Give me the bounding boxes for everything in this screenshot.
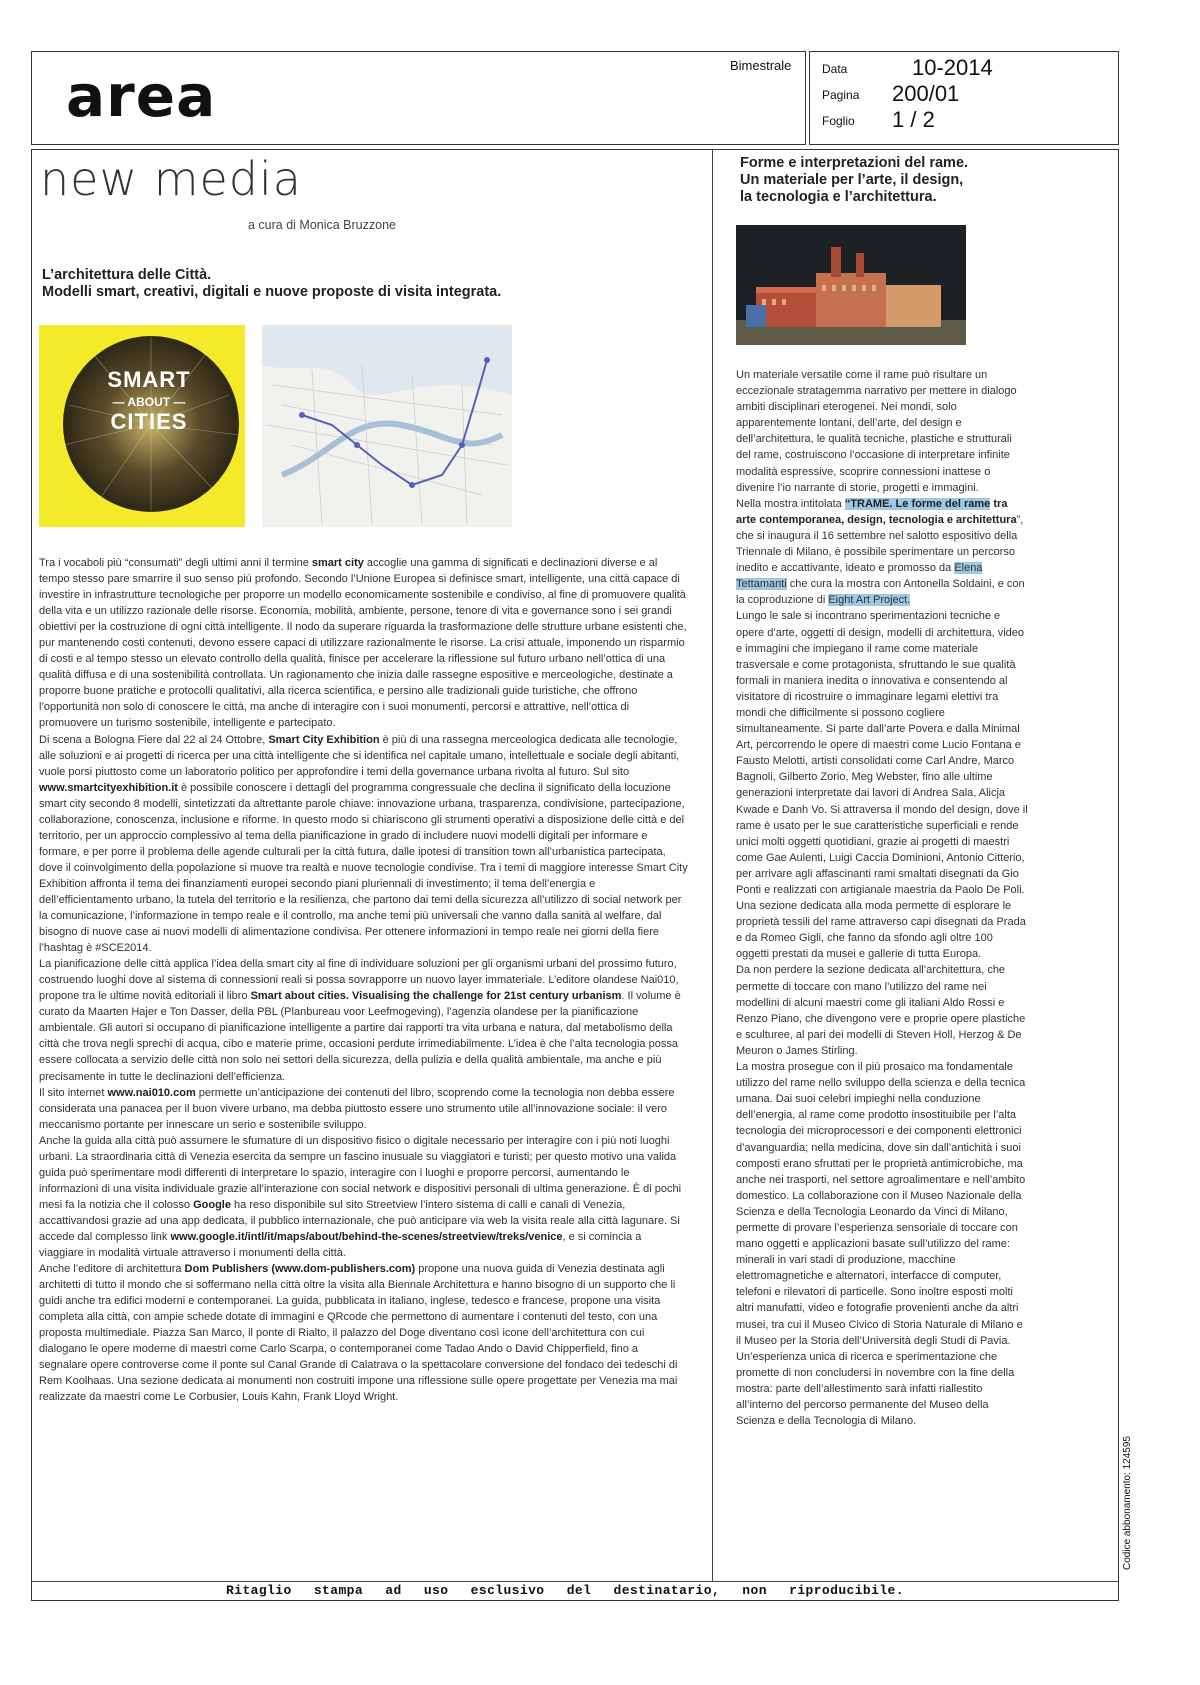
right-paragraph: Da non perdere la sezione dedicata all’architettura, che permette di toccare con mano l’utilizzo del rame nei modellini di alcuni maestri come gli italiani Aldo Rossi e Renzo Piano, che divengono vere e proprie opere plastiche e sculturee, al pari dei modelli di Steven Holl, Herzog & De Meuron o James Stirling. [736,964,1026,1057]
right-paragraph: Un materiale versatile come il rame può risultare un eccezionale stratagemma narrativo per mettere in dialogo ambiti disciplinari eterogenei. Nei mondi, solo apparentemente lontani, dell’arte, del design e dell’architettura, le qualità tecniche, plastiche e strutturali del rame, costruiscono l’occasione di interpretare infinite modalità espressive, scoprire connessioni inattese o divenire l’io narrante di storie, progetti e immagini. [736,369,1017,494]
venice-map-art [262,325,512,527]
right-headline-line-1: Forme e interpretazioni del rame. [740,155,969,171]
left-paragraph: Tra i vocaboli più “consumati” degli ultimi anni il termine smart city accoglie una gamma di significati e declinazioni diverse e al tempo stesso pare smarrire il suo senso più profondo. Secondo l’Unione Europea si definisce smart, intelligente, una città capace di investire in infrastrutture tecnologiche per proporre un modello economicamente sostenibile e condiviso, al fine di promuovere qualità della vita e un utilizzo razionale delle risorse. Economia, mobilità, ambiente, persone, tenore di vita e governance sono i sei grandi obiettivi per la costruzione di ogni città intelligente. Il nodo da superare riguarda la trasformazione delle strutture urbane esistenti che, pur mantenendo costi contenuti, devono essere capaci di utilizzare razionalmente le risorse. La crisi attuale, imponendo un risparmio di costi e al tempo stesso un elevato controllo della qualità, finisce per accelerare la riflessione sul futuro urbano nell’ottica di una qualità diffusa e di una sostenibilità controllata. Un ragionamento che inizia dalle rassegne espositive e merceologiche, destinate a proporre buone pratiche e protocolli qualitativi, alla ricerca scientifica, e persino alle tradizionali guide turistiche, che offrono l’opportunità non solo di conoscere le città, ma anche di interagire con i suoi monumenti, percorsi e attrattive, nell’ottica di promuovere un turismo sostenibile, intelligente e partecipato. [39,557,687,730]
left-paragraph: Il sito internet www.nai010.com permette un’anticipazione dei contenuti del libro, scoprendo come la tecnologia non debba essere considerata una panacea per il buon vivere urbano, ma debba piuttosto essere uno strumento utile all’innovazione sociale: il vero meccanismo portante per innescare un serio e sostenibile sviluppo. [39,1086,675,1131]
venice-map-image [262,325,512,527]
data-value: 10-2014 [912,55,993,80]
footer-divider [31,1581,1119,1582]
right-paragraph: Un’esperienza unica di ricerca e sperimentazione che promette di non concludersi in novembre con la fine della mostra: parte dell’allestimento sarà infatti riallestito all’interno del percorso permanente del Museo della Scienza e della Tecnologia di Milano. [736,1350,1015,1428]
cover-title-about: — ABOUT — [112,395,186,409]
clipping-notice: Ritaglio stampa ad uso esclusivo del destinatario, non riproducibile. [226,1583,904,1598]
right-headline-line-2: Un materiale per l’arte, il design, [740,172,964,188]
frequency-label: Bimestrale [730,58,792,73]
right-headline-line-3: la tecnologia e l’architettura. [740,189,937,205]
right-headline [740,155,1070,206]
column-divider [712,149,713,1581]
highlight-exhibition-title: “TRAME. Le forme del rame [844,497,991,510]
subscription-code: Codice abbonamento: 124595 [1122,1436,1133,1570]
publication-logo: area [66,62,217,130]
cover-title-smart: SMART [107,367,191,392]
highlight-coproducer: Eight Art Project. [828,594,911,607]
section-title: new media [40,152,302,206]
left-paragraph: Anche la guida alla città può assumere le sfumature di un dispositivo fisico o digitale necessario per interagire con i più noti luoghi urbani. La straordinaria città di Venezia esercita da sempre un fascino inusuale su viaggiatori e turisti; per questo motivo una valida guida può sperimentare modi differenti di interpretare lo spazio, interagire con i luoghi e proporre percorsi, aumentando le informazioni di una visita individuale grazie all’interazione con social network e dispositivi personali di ultima generazione. È di pochi mesi fa la notizia che il colosso Google ha reso disponibile sul sito Streetview l’intero sistema di calli e canali di Venezia, accattivandosi grazie ad una app dedicata, il pubblico internazionale, che può anticipare via web la visita reale alla città lagunare. Si accede dal complesso link www.google.it/intl/it/maps/about/behind-the-scenes/streetview/treks/venice, e si comincia a viaggiare in modalità virtuale attraverso i monumenti della città. [39,1134,682,1260]
right-article-body [736,367,1028,1429]
foglio-label: Foglio [822,114,855,128]
pagina-label: Pagina [822,88,860,102]
byline: a cura di Monica Bruzzone [248,218,396,232]
highlight-curator: Elena Tettamanti [736,562,983,591]
left-paragraph: Di scena a Bologna Fiere dal 22 al 24 Ottobre, Smart City Exhibition è più di una rassegna merceologica dedicata alle tecnologie, alle soluzioni e ai progetti di ricerca per una città intelligente che si identifica nel capitale umano, intellettuale e sociale degli abitanti, vuole porsi piuttosto come un laboratorio politico per approfondire i temi della governance urbana rivolta al futuro. Sul sito www.smartcityexhibition.it è possibile conoscere i dettagli del programma congressuale che declina il significato della locuzione smart city secondo 8 modelli, sintetizzati da altrettante parole chiave: innovazione urbana, trasparenza, condivisione, partecipazione, collaborazione, conoscenza, inclusione e riforme. In questo modo si chiariscono gli strumenti operativi a disposizione delle città e del territorio, per un approccio complessivo al tema della pianificazione in grado di includere nuovi modelli digitali per informare e formare, e per porre il problema delle agende culturali per la città futura, dalle ipotesi di transition town all’urbanistica partecipata, dove il coinvolgimento della popolazione si muove tra realtà e nuove tecnologie condivise. Tra i temi di maggiore interesse Smart City Exhibition affronta il tema dei finanziamenti europei secondo piani pluriennali di investimento; il tema dell’energia e dell’efficientamento urbano, la tutela del territorio e la resilienza, che partono dai temi della sicurezza all’utilizzo di social network per la comunicazione, l’informazione in tempo reale e il controllo, ma anche temi più universali che vanno dalla sanità al welfare, dal bisogno di nuove case ai nuovi modelli di alimentazione condivisa. Per ottenere informazioni in tempo reale nei giorni della fiere l’hashtag è #SCE2014. [39,733,688,955]
left-headline-line-1: L’architettura delle Città. [42,267,212,283]
left-headline [42,267,682,301]
right-paragraph: Nella mostra intitolata “TRAME. Le forme del rame tra arte contemporanea, design, tecnologia e architettura”, che si inaugura il 16 settembre nel salotto espositivo della Triennale di Milano, è possibile sperimentare un percorso inedito e accattivante, ideato e promosso da Elena Tettamanti che cura la mostra con Antonella Soldaini, e con la coproduzione di Eight Art Project. [736,497,1025,607]
foglio-value: 1 / 2 [892,107,935,132]
book-cover-image [39,325,245,527]
cover-title-cities: CITIES [110,409,188,434]
left-headline-line-2: Modelli smart, creativi, digitali e nuove proposte di visita integrata. [42,284,502,300]
right-paragraph: La mostra prosegue con il più prosaico ma fondamentale utilizzo del rame nello sviluppo della scienza e della tecnica umana. Dai suoi celebri impieghi nella conduzione dell’energia, al rame come prodotto insostituibile per l’alta tecnologia dei microprocessori e dei componenti elettronici d’avanguardia; nella medicina, dove sin dall’antichità i suoi composti erano sfruttati per le proprietà antimicrobiche, ma anche nei trasporti, nel settore agroalimentare e nell’ambito domestico. La collaborazione con il Museo Nazionale della Scienza e della Tecnologia Leonardo da Vinci di Milano, permette di provare l’esperienza sensoriale di toccare con mano oggetti e applicazioni basate sull’utilizzo del rame: minerali in vari stadi di produzione, macchine elettromagnetiche e alternatori, interfacce di computer, telefoni e rilevatori di particelle. Sono inoltre esposti molti altri manufatti, video e fotografie provenienti anche da altri musei, tra cui il Museo Civico di Storia Naturale di Milano e il Museo per la Storia dell’Università degli Studi di Pavia. [736,1061,1026,1347]
left-paragraph: Anche l’editore di architettura Dom Publishers (www.dom-publishers.com) propone una nuova guida di Venezia destinata agli architetti di tutto il mondo che si soffermano nella città oltre la visita alla Biennale Architettura e hanno bisogno di un supporto che li guidi anche tra edifici moderni e contemporanei. La guida, pubblicata in italiano, inglese, tedesco e francese, propone una visita completa alla città, con ampie schede dotate di immagini e QRcode che permettono di aumentare i contenuti del testo, con una proposta multimediale. Piazza San Marco, il ponte di Rialto, il palazzo del Doge diventano così icone dell’architettura con cui dialogano le opere moderne di maestri come Carlo Scarpa, o contemporanei come Tadao Ando o David Chipperfield, fino a segnalare opere controverse come il ponte sul Canal Grande di Calatrava o la spettacolare conversione del fondaco dei tedeschi di Rem Koolhaas. Una sezione dedicata ai monumenti non costruiti impone una riflessione sulle opere progettate per Venezia ma mai realizzate da maestri come Le Corbusier, Louis Kahn, Frank Lloyd Wright. [39,1263,678,1404]
left-article-body [39,555,689,1405]
pagina-value: 200/01 [892,81,960,106]
right-paragraph: Lungo le sale si incontrano sperimentazioni tecniche e opere d’arte, oggetti di design, modelli di architettura, video e immagini che impiegano il rame come materiale trasversale e come protagonista, sfruttando le sue qualità formali in maniera inedita o innovativa e consentendo al visitatore di ricostruire o immaginare legami elettivi tra mondi che difficilmente si possono cogliere simultaneamente. Si parte dall’arte Povera e dalla Minimal Art, percorrendo le opere di maestri come Lucio Fontana e Fausto Melotti, artisti consolidati come Carl Andre, Marco Bagnoli, Gilberto Zorio, Meg Webster, fino alle ultime generazioni interpretate dai lavori di Andrea Sala, Alicja Kwade e Danh Vo. Si attraversa il mondo del design, dove il rame è usato per le sue caratteristiche superficiali e rende unici molti oggetti quotidiani, grazie ai progetti di maestri come Gae Aulenti, Luigi Caccia Dominioni, Antonio Citterio, per arrivare agli affascinanti rami smaltati disegnati da Gio Ponti e realizzati con artigianale maestria da Paolo De Poli. Una sezione dedicata alla moda permette di esplorare le proprietà tessili del rame attraverso capi disegnati da Prada e da Romeo Gigli, che fanno da sfondo agli oltre 100 oggetti prestati da musei e gallerie di tutta Europa. [736,610,1028,961]
left-paragraph: La pianificazione delle città applica l’idea della smart city al fine di individuare soluzioni per gli organismi urbani del prossimo futuro, costruendo luoghi dove al sistema di connessioni reali si possa sovrapporre un nuovo layer immateriale. L’editore olandese Nai010, propone tra le ultime novità editoriali il libro Smart about cities. Visualising the challenge for 21st century urbanism. Il volume è curato da Maarten Hajer e Ton Dasser, della PBL (Planbureau voor Leefmogeving), l’agenzia olandese per la pianificazione ambientale. Gli autori si occupano di pianificazione intelligente a partire dai rapporti tra vita urbana e natura, dal metabolismo della città che trova negli sprechi di acqua, cibo e materie prime, occasioni perdute irrimediabilmente. L’idea è che l’alta tecnologia possa essere collocata a servizio delle città non solo nei settori della sicurezza, della pulizia e della qualità ambientale, ma anche e più precisamente in tutte le declinazioni dell’efficienza. [39,958,681,1083]
copper-model-photo [736,225,966,345]
copper-model-art [736,225,966,345]
data-label: Data [822,62,848,76]
